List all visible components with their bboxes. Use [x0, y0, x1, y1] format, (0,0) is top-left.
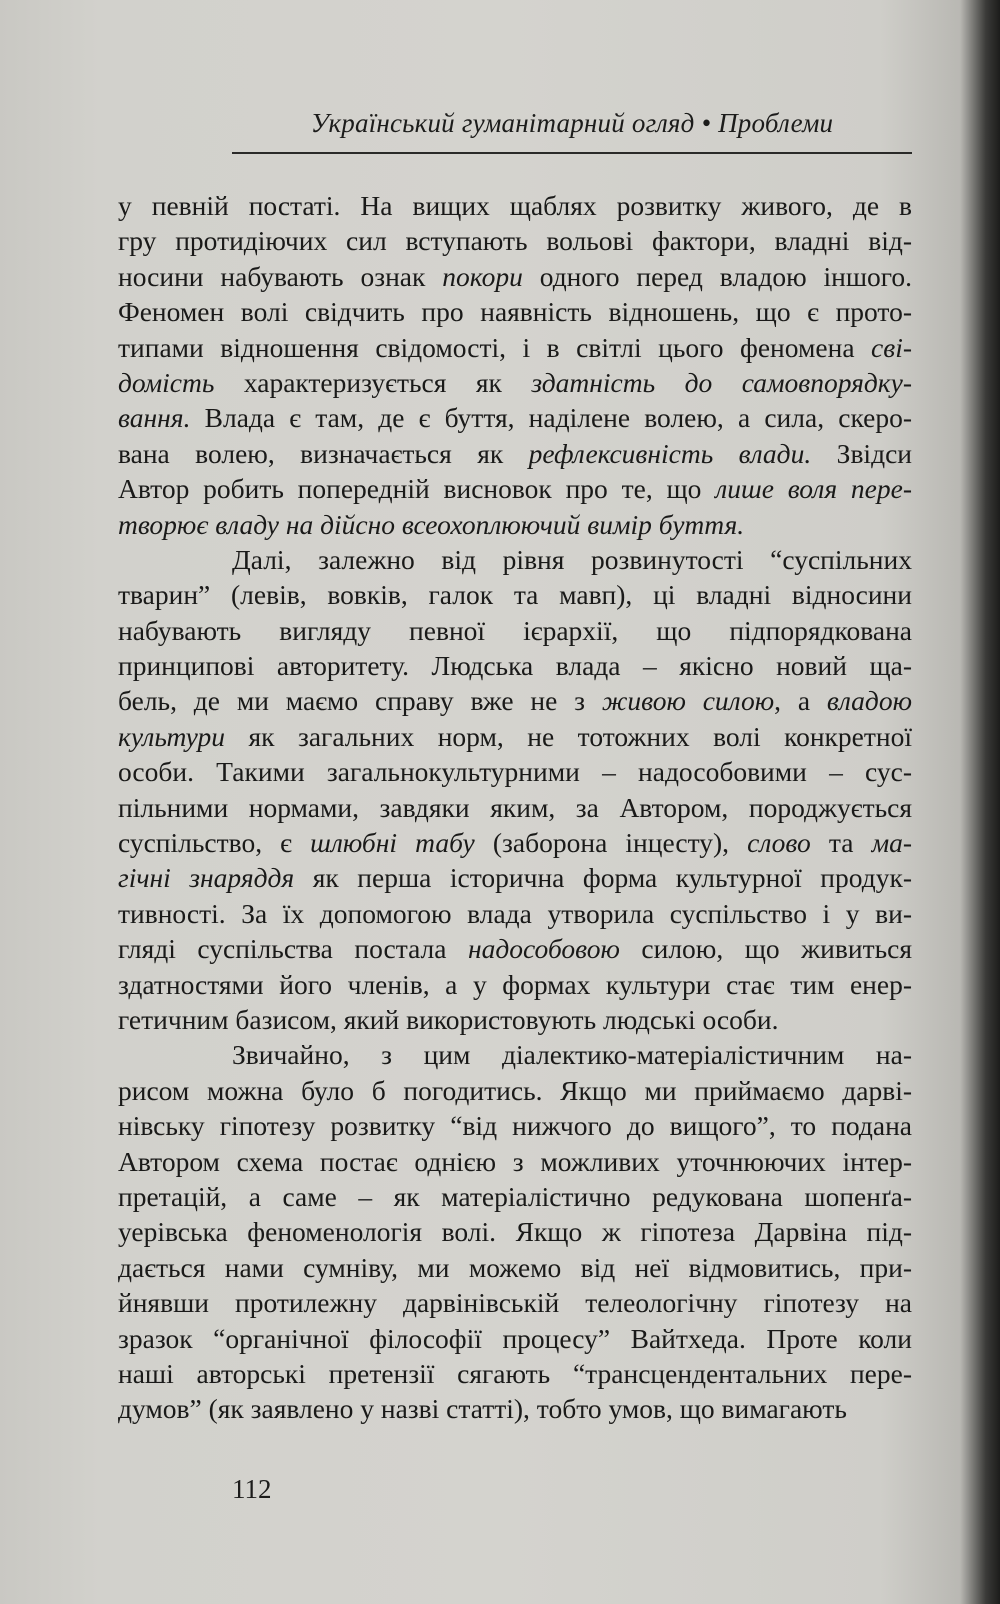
text-run: Звичайно, з цим діалектико-матеріалістичним на- [232, 1039, 912, 1071]
italic-run: культури [118, 720, 225, 752]
italic-run: надособовою [467, 933, 620, 965]
text-line [118, 1214, 912, 1249]
text-line [118, 577, 912, 612]
italic-run: лише воля пере- [715, 473, 912, 505]
text-line [118, 683, 912, 718]
text-line [118, 1321, 912, 1356]
text-line [118, 507, 912, 542]
text-run: принципові авторитету. Людська влада – якісно новий ща- [118, 650, 912, 682]
text-line [118, 330, 912, 365]
text-run: Далі, залежно від рівня розвинутості “суспільних [232, 543, 912, 575]
text-line [118, 1250, 912, 1285]
text-line [118, 1356, 912, 1391]
text-run: одного перед владою іншого. [522, 260, 913, 292]
text-line [118, 1002, 912, 1037]
text-line [118, 400, 912, 435]
text-run: здатностями його членів, а у формах культури стає тим енер- [118, 968, 912, 1000]
text-run: як перша історична форма культурної продук- [294, 862, 912, 894]
text-run: думов” (як заявлено у назві статті), тобто умов, що вимагають [118, 1393, 847, 1425]
text-run: пільними нормами, завдяки яким, за Автором, породжується [118, 791, 912, 823]
italic-run: вання. [118, 402, 191, 434]
text-run: носини набувають ознак [118, 260, 443, 292]
text-run: Феномен волі свідчить про наявність відношень, що є прото- [118, 296, 912, 328]
text-run: зразок “органічної філософії процесу” Вайтхеда. Проте коли [118, 1322, 912, 1354]
text-run: гетичним базисом, який використовують людські особи. [118, 1003, 779, 1035]
text-line [118, 1108, 912, 1143]
text-line [118, 1037, 912, 1072]
italic-run: слово [747, 827, 811, 859]
text-run: особи. Такими загальнокультурними – надособовими – сус- [118, 756, 912, 788]
text-run: бель, де ми маємо справу вже не з [118, 685, 602, 717]
text-run: наші авторські претензії сягають “трансцендентальних пере- [118, 1357, 912, 1389]
italic-run: рефлексивність влади. [528, 437, 812, 469]
text-run: рисом можна було б погодитись. Якщо ми приймаємо дарві- [118, 1074, 912, 1106]
text-line [118, 1144, 912, 1179]
text-line [118, 542, 912, 577]
italic-run: ма- [871, 827, 913, 859]
text-line [118, 1391, 912, 1426]
text-run: набувають вигляду певної ієрархії, що підпорядкована [118, 614, 912, 646]
text-run: та [810, 827, 872, 859]
text-run: тивності. За їх допомогою влада утворила суспільство і у ви- [118, 897, 912, 929]
italic-run: живою силою [601, 685, 775, 717]
text-line [118, 259, 912, 294]
text-line [118, 188, 912, 223]
italic-run: сві- [871, 331, 912, 363]
text-run: дається нами сумніву, ми можемо від неї відмовитись, при- [118, 1251, 912, 1283]
page-number: 112 [232, 1474, 272, 1504]
text-line [118, 294, 912, 329]
text-run: , а [774, 685, 827, 717]
italic-run: шлюбні табу [310, 827, 475, 859]
text-line [118, 1073, 912, 1108]
text-line [118, 1179, 912, 1214]
italic-run: владою [826, 685, 912, 717]
text-line [118, 719, 912, 754]
text-line [118, 896, 912, 931]
italic-run: гічні знаряддя [118, 862, 295, 894]
text-run: силою, що живиться [619, 933, 912, 965]
text-line [118, 860, 912, 895]
text-run: типами відношення свідомості, і в світлі цього феномена [118, 331, 872, 363]
text-line [118, 648, 912, 683]
italic-run: покори [442, 260, 523, 292]
text-run: тварин” (левів, вовків, галок та мавп), ці владні відносини [118, 579, 912, 611]
text-line [118, 967, 912, 1002]
text-run: претацій, а саме – як матеріалістично редукована шопенґа- [118, 1180, 912, 1212]
text-run: (заборона інцесту), [474, 827, 748, 859]
text-run: суспільство, є [118, 827, 311, 859]
text-run: нівську гіпотезу розвитку “від нижчого до вищого”, то подана [118, 1110, 912, 1142]
text-run: вана волею, визначається як [118, 437, 529, 469]
italic-run: творює владу на дійсно всеохоплюючий вимір буття. [118, 508, 745, 540]
text-run: як загальних норм, не тотожних волі конкретної [225, 720, 912, 752]
text-line [118, 613, 912, 648]
text-run: гляді суспільства постала [118, 933, 468, 965]
italic-run: домість [118, 366, 215, 398]
text-run: уерівська феноменологія волі. Якщо ж гіпотеза Дарвіна під- [118, 1216, 912, 1248]
text-run: гру протидіючих сил вступають вольові фактори, владні від- [118, 225, 912, 257]
text-line [118, 931, 912, 966]
text-line [118, 471, 912, 506]
body-text [118, 188, 912, 1427]
running-head: Український гуманітарний огляд • Проблеми [310, 108, 834, 138]
text-run: Автором схема постає однією з можливих уточнюючих інтер- [118, 1145, 912, 1177]
text-run: Автор робить попередній висновок про те, що [118, 473, 716, 505]
text-run: йнявши протилежну дарвінівській телеологічну гіпотезу на [118, 1287, 912, 1319]
text-line [118, 223, 912, 258]
text-run: у певній постаті. На вищих щаблях розвитку живого, де в [118, 190, 912, 221]
header-rule [232, 152, 912, 154]
text-line [118, 1285, 912, 1320]
text-run: Влада є там, де є буття, наділене волею, а сила, скеро- [190, 402, 912, 434]
text-line [118, 790, 912, 825]
text-line [118, 825, 912, 860]
text-run: характеризується як [214, 366, 532, 398]
italic-run: здатність до самовпорядку- [531, 366, 913, 398]
text-run: Звідси [811, 437, 912, 469]
text-line [118, 436, 912, 471]
text-line [118, 754, 912, 789]
text-line [118, 365, 912, 400]
